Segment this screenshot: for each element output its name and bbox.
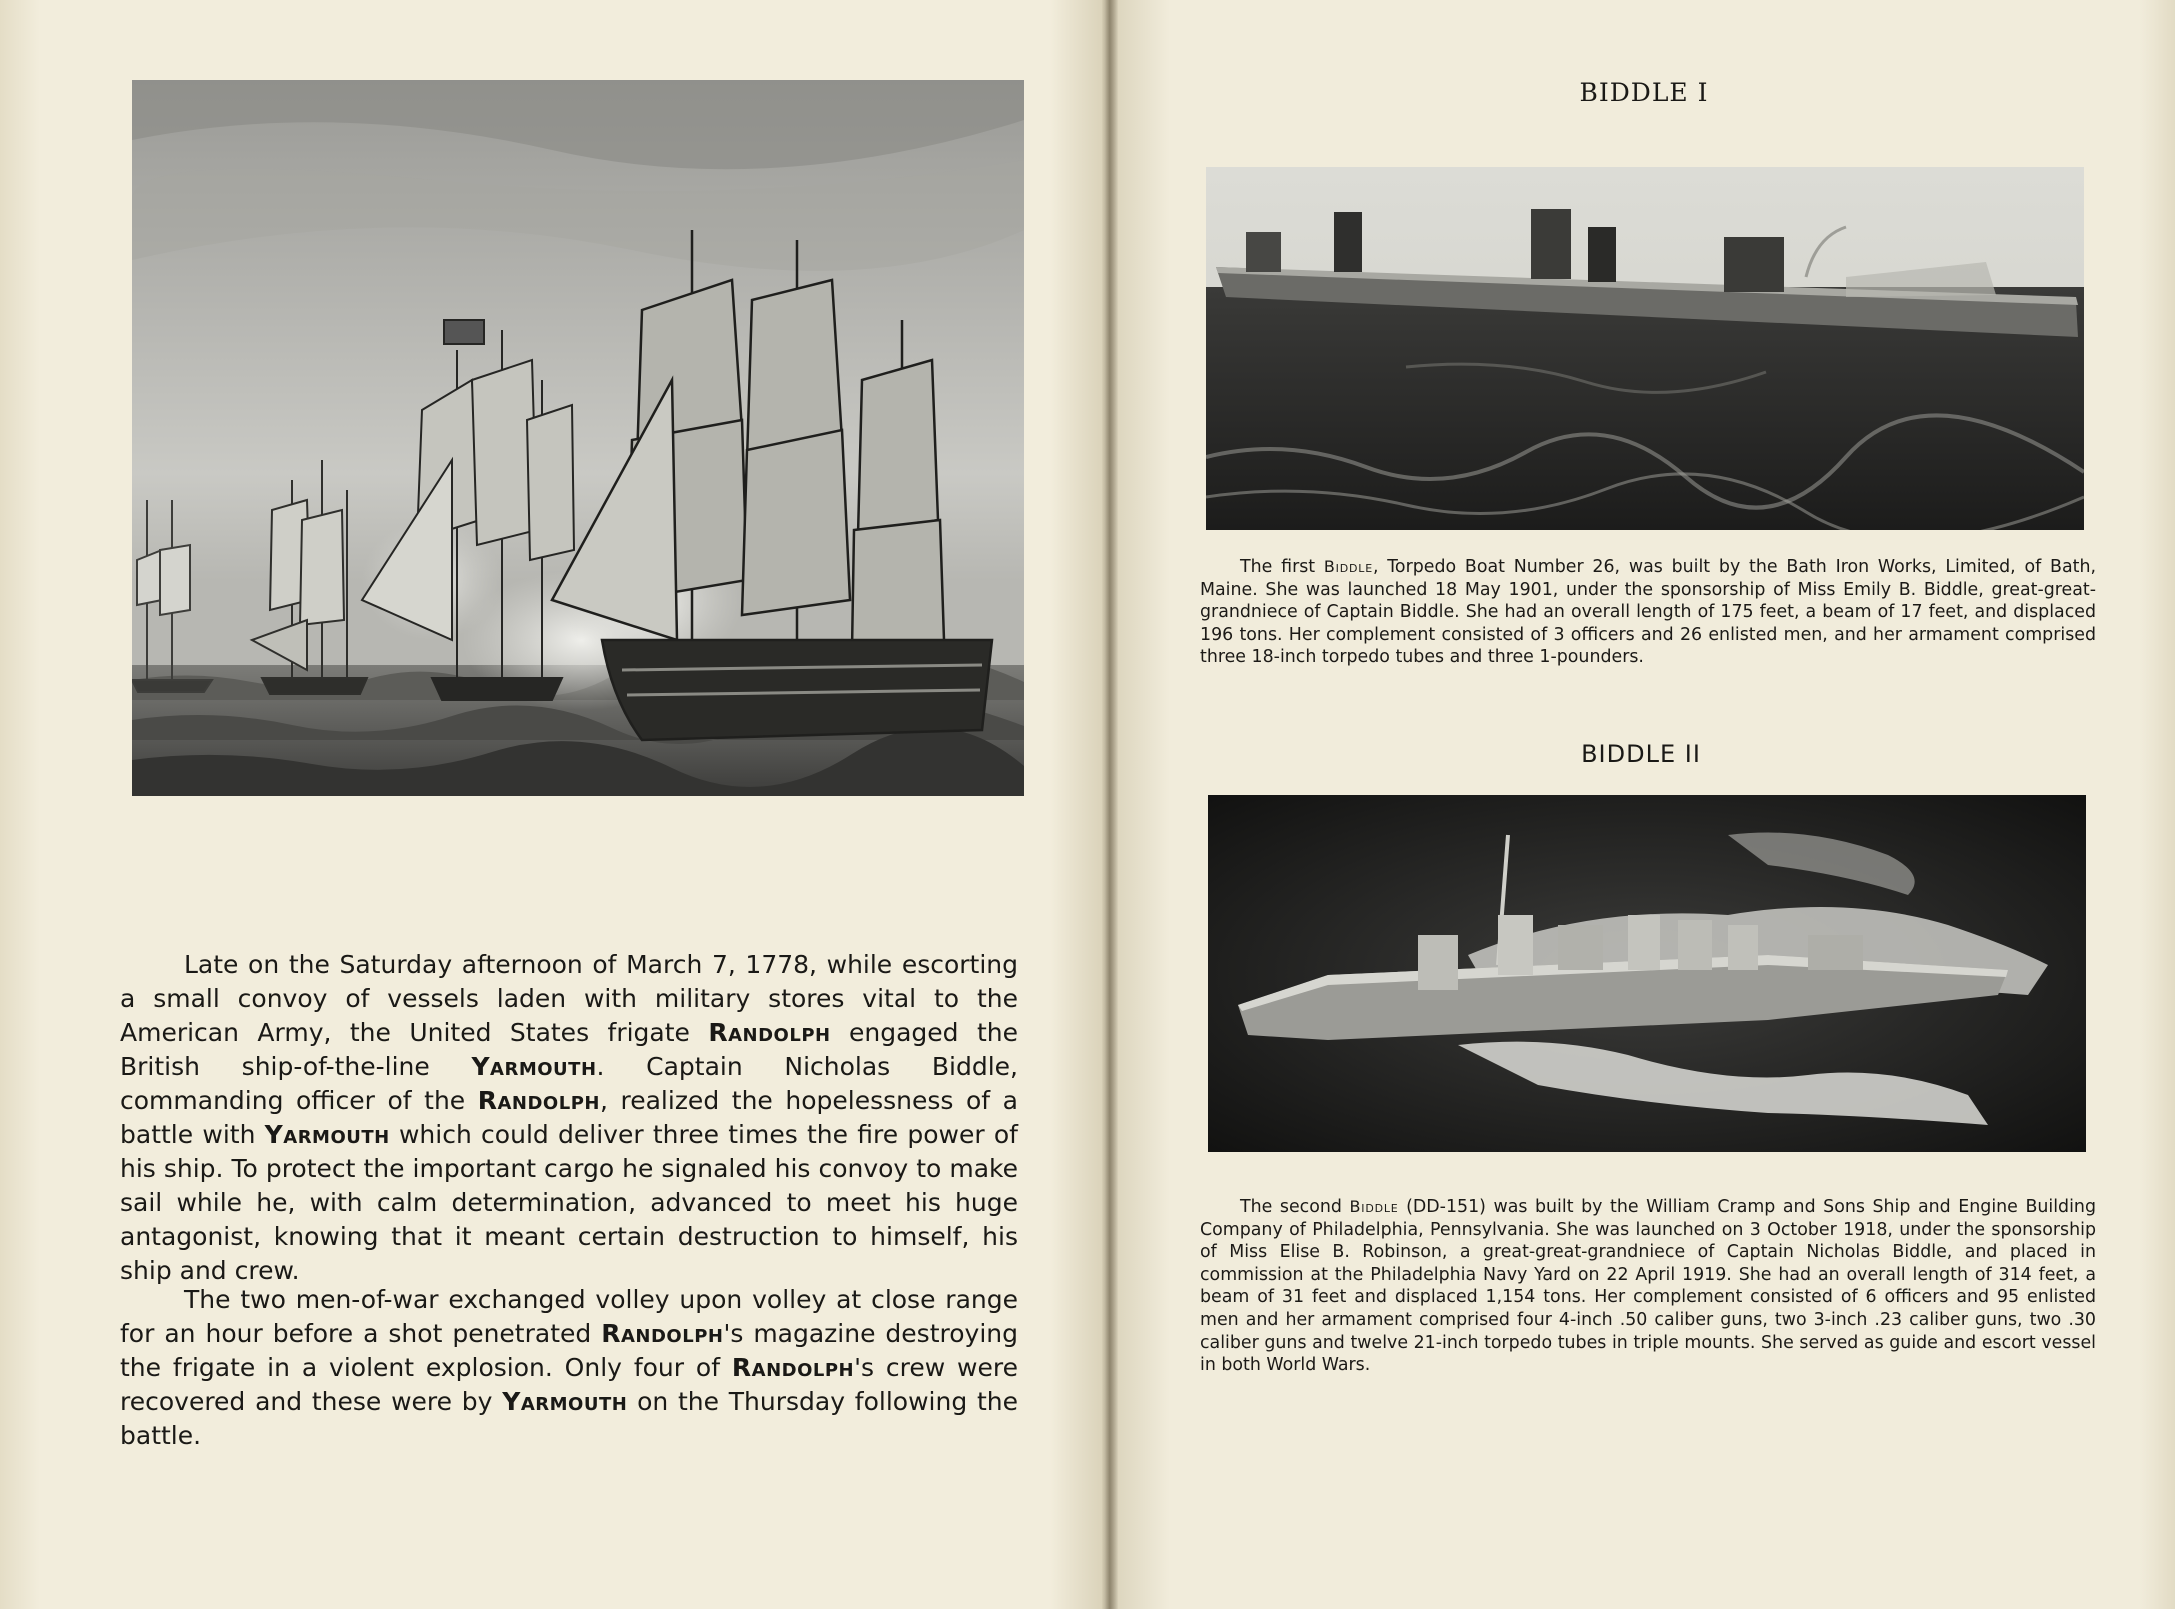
biddle-1-heading: BIDDLE I — [1579, 78, 1709, 107]
ship-name: Yarmouth — [502, 1387, 628, 1416]
text-run: engaged the British ship-of-the-line — [120, 1018, 1018, 1081]
book-gutter — [1102, 0, 1118, 1609]
text-run: on the Thursday following the battle. — [120, 1387, 1018, 1450]
battle-narrative-paragraph-2 — [120, 1283, 1018, 1453]
ship-name: Biddle — [1323, 557, 1373, 576]
ship-name: Yarmouth — [471, 1052, 597, 1081]
text-run: The first — [1240, 557, 1324, 577]
ship-name: Randolph — [477, 1086, 600, 1115]
text-run: 's crew were recovered and these were by — [120, 1353, 1018, 1416]
text-run: , Torpedo Boat Number 26, was built by the Bath Iron Works, Limited, of Bath, Maine. She was launched 18 May 1901, under the sponsorship of Miss Emily B. Biddle, great-great-grandniece of Captain Biddle. She had an overall length of 175 feet, a beam of 17 feet, and displaced 196 tons. Her complement consisted of 3 officers and 26 enlisted men, and her armament comprised three 18-inch torpedo tubes and three 1-pounders. — [1200, 557, 2096, 668]
battle-narrative-paragraph-1 — [120, 948, 1018, 1288]
text-run: (DD-151) was built by the William Cramp and Sons Ship and Engine Building Company of Philadelphia, Pennsylvania. She was launched on 3 October 1918, under the sponsorship of Miss Elise B. Robinson, a great-great-grandniece of Captain Nicholas Biddle, and placed in commission at the Philadelphia Navy Yard on 22 April 1919. She had an overall length of 314 feet, a beam of 31 feet and displaced 1,154 tons. Her complement consisted of 6 officers and 95 enlisted men and her armament comprised four 4-inch .50 caliber guns, two 3-inch .23 caliber guns, two .30 caliber guns and twelve 21-inch torpedo tubes in triple mounts. She served as guide and escort vessel in both World Wars. — [1200, 1197, 2096, 1376]
biddle-2-heading: BIDDLE II — [1581, 740, 1701, 768]
ship-name: Randolph — [731, 1353, 855, 1382]
text-run: 's magazine destroying the frigate in a violent explosion. Only four of — [120, 1319, 1018, 1382]
text-run: The second — [1240, 1197, 1350, 1217]
text-run: Late on the Saturday afternoon of March 7, 1778, while escorting a small convoy of vessels laden with military stores vital to the American Army, the United States frigate — [120, 950, 1018, 1047]
torpedo-boat-photo — [1206, 167, 2084, 530]
ship-name: Randolph — [708, 1018, 831, 1047]
ship-name: Randolph — [601, 1319, 724, 1348]
biddle-1-caption — [1200, 556, 2096, 669]
battle-engraving-image — [132, 80, 1024, 796]
ship-name: Biddle — [1349, 1197, 1399, 1216]
biddle-2-caption — [1200, 1196, 2096, 1377]
ship-name: Yarmouth — [264, 1120, 390, 1149]
destroyer-photo — [1208, 795, 2086, 1152]
text-run: The two men-of-war exchanged volley upon volley at close range for an hour before a shot penetrated — [120, 1285, 1018, 1348]
text-run: , realized the hopelessness of a battle with — [120, 1086, 1018, 1149]
text-run: which could deliver three times the fire power of his ship. To protect the important cargo he signaled his convoy to make sail while he, with calm determination, advanced to meet his huge antagonist, knowing that it meant certain destruction to himself, his ship and crew. — [120, 1120, 1018, 1285]
text-run: . Captain Nicholas Biddle, commanding officer of the — [120, 1052, 1018, 1115]
